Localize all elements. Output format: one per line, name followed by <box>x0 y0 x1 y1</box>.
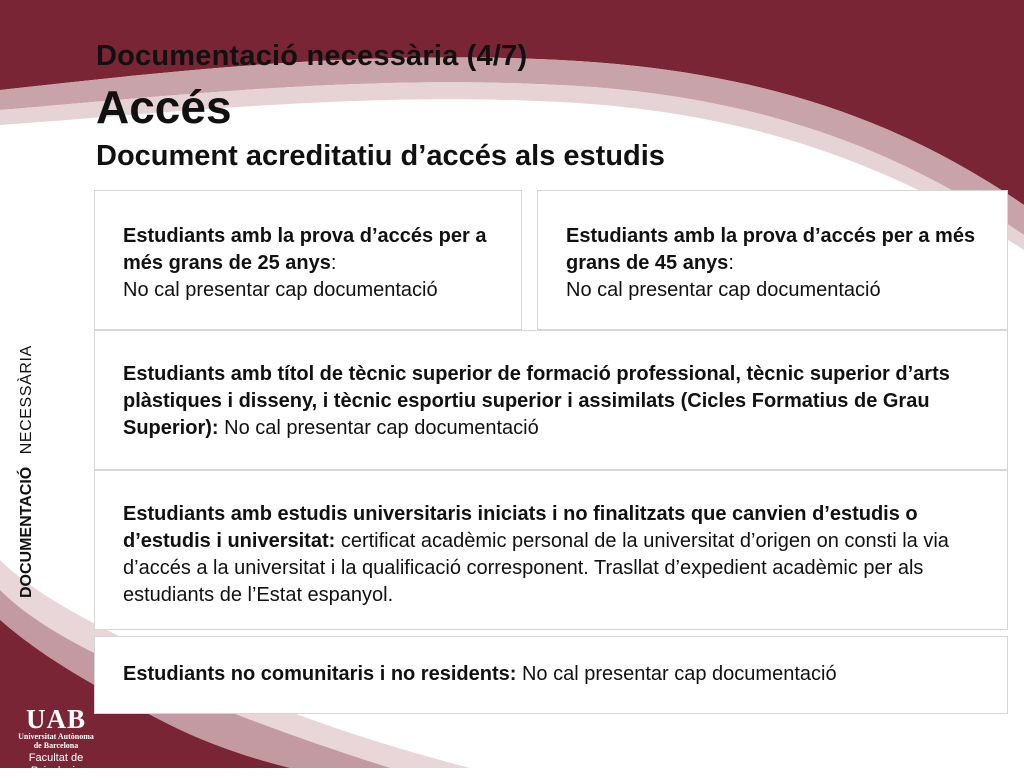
box-no-comunitaris <box>94 636 1008 714</box>
box-cfgs <box>94 330 1008 470</box>
box-45-anys-bold: Estudiants amb la prova d’accés per a més grans de 45 anys <box>566 225 976 274</box>
faculty-name: Facultat de Psicologia <box>28 752 84 777</box>
box-25-anys-text <box>123 223 501 304</box>
page-heading: Document acreditatiu d’accés als estudis <box>96 140 665 172</box>
box-estudis-iniciats-text <box>123 501 987 609</box>
page-title: Documentació necessària (4/7) <box>96 40 528 72</box>
uab-logo-line2: de Barcelona <box>33 741 79 750</box>
uab-logo <box>6 706 106 778</box>
box-cfgs-text <box>123 361 987 442</box>
box-45-anys-normal: : No cal presentar cap documentació <box>566 252 881 301</box>
box-cfgs-normal: No cal presentar cap documentació <box>218 417 539 439</box>
side-label-strong: DOCUMENTACIÓ <box>18 466 35 598</box>
uab-logo-line1: Universitat Autònoma <box>18 732 94 741</box>
box-estudis-iniciats <box>94 470 1008 630</box>
box-25-anys-bold: Estudiants amb la prova d’accés per a més grans de 25 anys <box>123 225 487 274</box>
box-no-comunitaris-normal: No cal presentar cap documentació <box>516 663 837 685</box>
box-cfgs-bold: Estudiants amb títol de tècnic superior de formació professional, tècnic superior d’arts plàstiques i disseny, i tècnic esportiu superior i assimilats (Cicles Formatius de Grau Superior): <box>123 363 950 439</box>
side-label <box>18 345 36 598</box>
box-no-comunitaris-text <box>123 661 987 688</box>
box-estudis-iniciats-bold: Estudiants amb estudis universitaris iniciats i no finalitzats que canvien d’estudis o d’estudis i universitat: <box>123 503 918 552</box>
box-estudis-iniciats-normal: certificat acadèmic personal de la universitat d’origen on consti la via d’accés a la universitat i la qualificació corresponent. Trasllat d’expedient acadèmic per als estudiants de l’Estat espanyol. <box>123 530 949 606</box>
side-label-light: NECESSÀRIA <box>18 345 35 455</box>
box-45-anys-text <box>566 223 987 304</box>
box-45-anys <box>537 190 1008 330</box>
box-25-anys <box>94 190 522 330</box>
box-no-comunitaris-bold: Estudiants no comunitaris i no residents: <box>123 663 517 685</box>
uab-logo-mark: UAB <box>25 704 86 734</box>
box-25-anys-normal: : No cal presentar cap documentació <box>123 252 438 301</box>
page-subtitle: Accés <box>96 81 232 133</box>
